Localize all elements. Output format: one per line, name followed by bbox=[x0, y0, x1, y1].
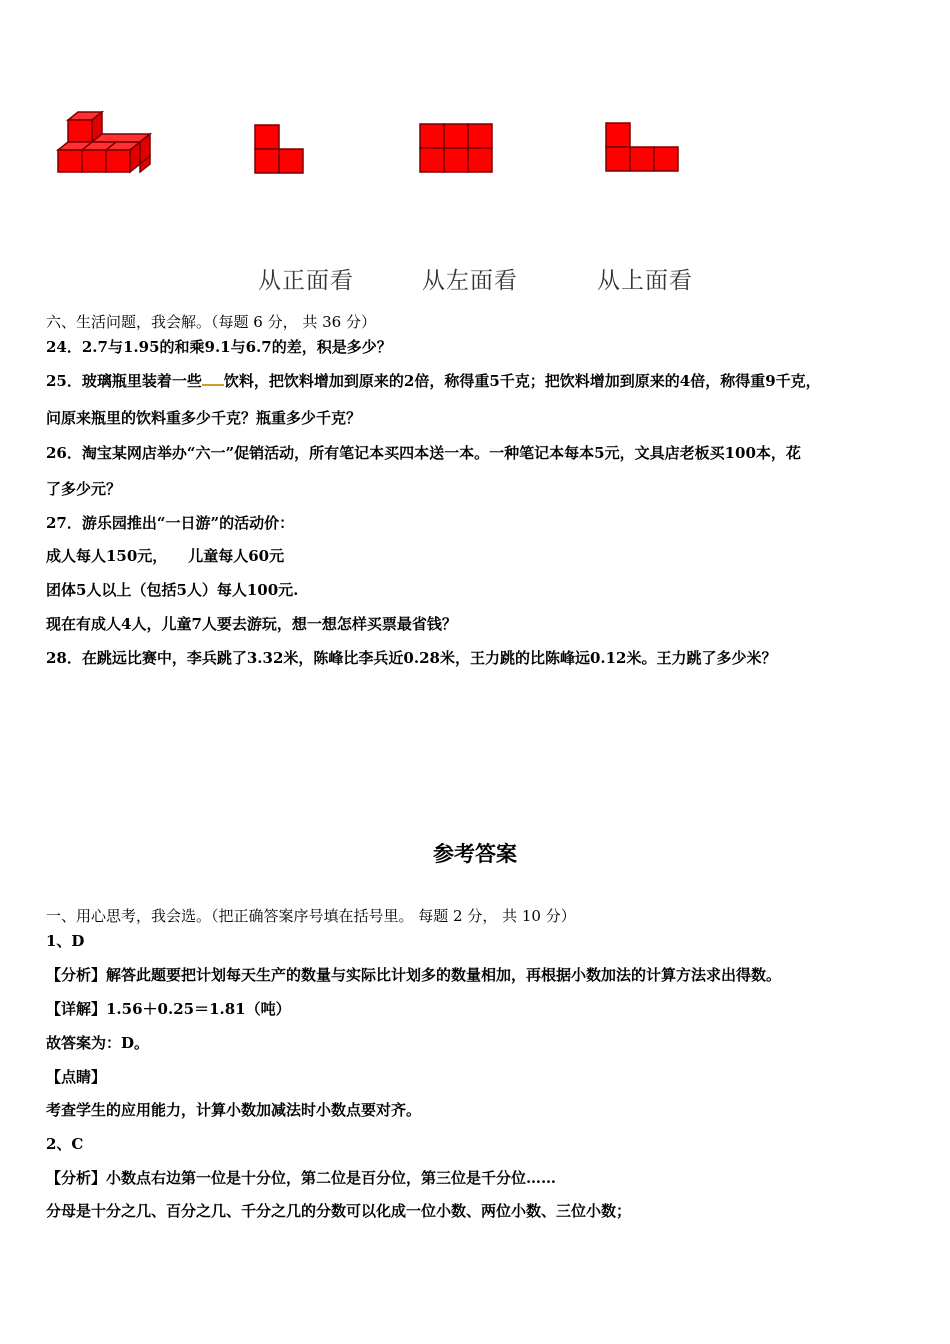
question-26-line1: 26．淘宝某网店举办“六一”促销活动，所有笔记本买四本送一本。一种笔记本每本5元，文具店老板买100本，花 bbox=[46, 444, 801, 462]
top-view-label: 从上面看 bbox=[597, 268, 693, 294]
question-27-line3: 团体5人以上（包括5人）每人100元. bbox=[46, 581, 299, 599]
answer-1-comment-label: 【点睛】 bbox=[46, 1068, 107, 1086]
answer-2-analysis: 【分析】小数点右边第一位是十分位，第二位是百分位，第三位是千分位…… bbox=[46, 1169, 557, 1187]
question-25-part1: 25．玻璃瓶里装着一些 bbox=[46, 372, 202, 390]
question-28: 28．在跳远比赛中，李兵跳了3.32米，陈峰比李兵近0.28米，王力跳的比陈峰远0.12米。王力跳了多少米？ bbox=[46, 649, 777, 667]
answers-section1-heading: 一、用心思考，我会选。（把正确答案序号填在括号里。 每题 2 分， 共 10 分） bbox=[46, 907, 576, 925]
answer-1: 1、D bbox=[46, 932, 85, 950]
answer-1-detail: 【详解】1.56＋0.25＝1.81（吨） bbox=[46, 1000, 291, 1018]
left-view-figure bbox=[419, 123, 495, 173]
question-27-line1: 27．游乐园推出“一日游”的活动价： bbox=[46, 514, 295, 532]
front-view-label: 从正面看 bbox=[258, 268, 354, 294]
answer-1-analysis: 【分析】解答此题要把计划每天生产的数量与实际比计划多的数量相加，再根据小数加法的计算方法求出得数。 bbox=[46, 966, 782, 984]
question-27-line4: 现在有成人4人，儿童7人要去游玩，想一想怎样买票最省钱？ bbox=[46, 615, 457, 633]
answers-title: 参考答案 bbox=[433, 842, 517, 866]
answer-1-conclusion: 故答案为：D。 bbox=[46, 1034, 150, 1052]
answer-1-comment: 考查学生的应用能力，计算小数加减法时小数点要对齐。 bbox=[46, 1101, 422, 1119]
answer-2-line2: 分母是十分之几、百分之几、千分之几的分数可以化成一位小数、两位小数、三位小数； bbox=[46, 1202, 632, 1220]
question-25-line2: 问原来瓶里的饮料重多少千克？瓶重多少千克？ bbox=[46, 409, 362, 427]
question-25-part2: 饮料，把饮料增加到原来的2倍，称得重5千克；把饮料增加到原来的4倍，称得重9千克， bbox=[223, 372, 821, 390]
question-25 bbox=[46, 370, 821, 391]
front-view-figure bbox=[254, 124, 306, 174]
answer-2: 2、C bbox=[46, 1135, 84, 1153]
left-view-label: 从左面看 bbox=[422, 268, 518, 294]
section6-heading: 六、生活问题，我会解。（每题 6 分， 共 36 分） bbox=[46, 313, 376, 331]
question-26-line2: 了多少元？ bbox=[46, 480, 122, 498]
question-24: 24．2.7与1.95的和乘9.1与6.7的差，积是多少？ bbox=[46, 338, 392, 356]
cube-structure-figure bbox=[52, 108, 152, 184]
question-27-line2: 成人每人150元， 儿童每人60元 bbox=[46, 547, 285, 565]
top-view-figure bbox=[605, 122, 681, 172]
fill-blank bbox=[202, 372, 224, 386]
